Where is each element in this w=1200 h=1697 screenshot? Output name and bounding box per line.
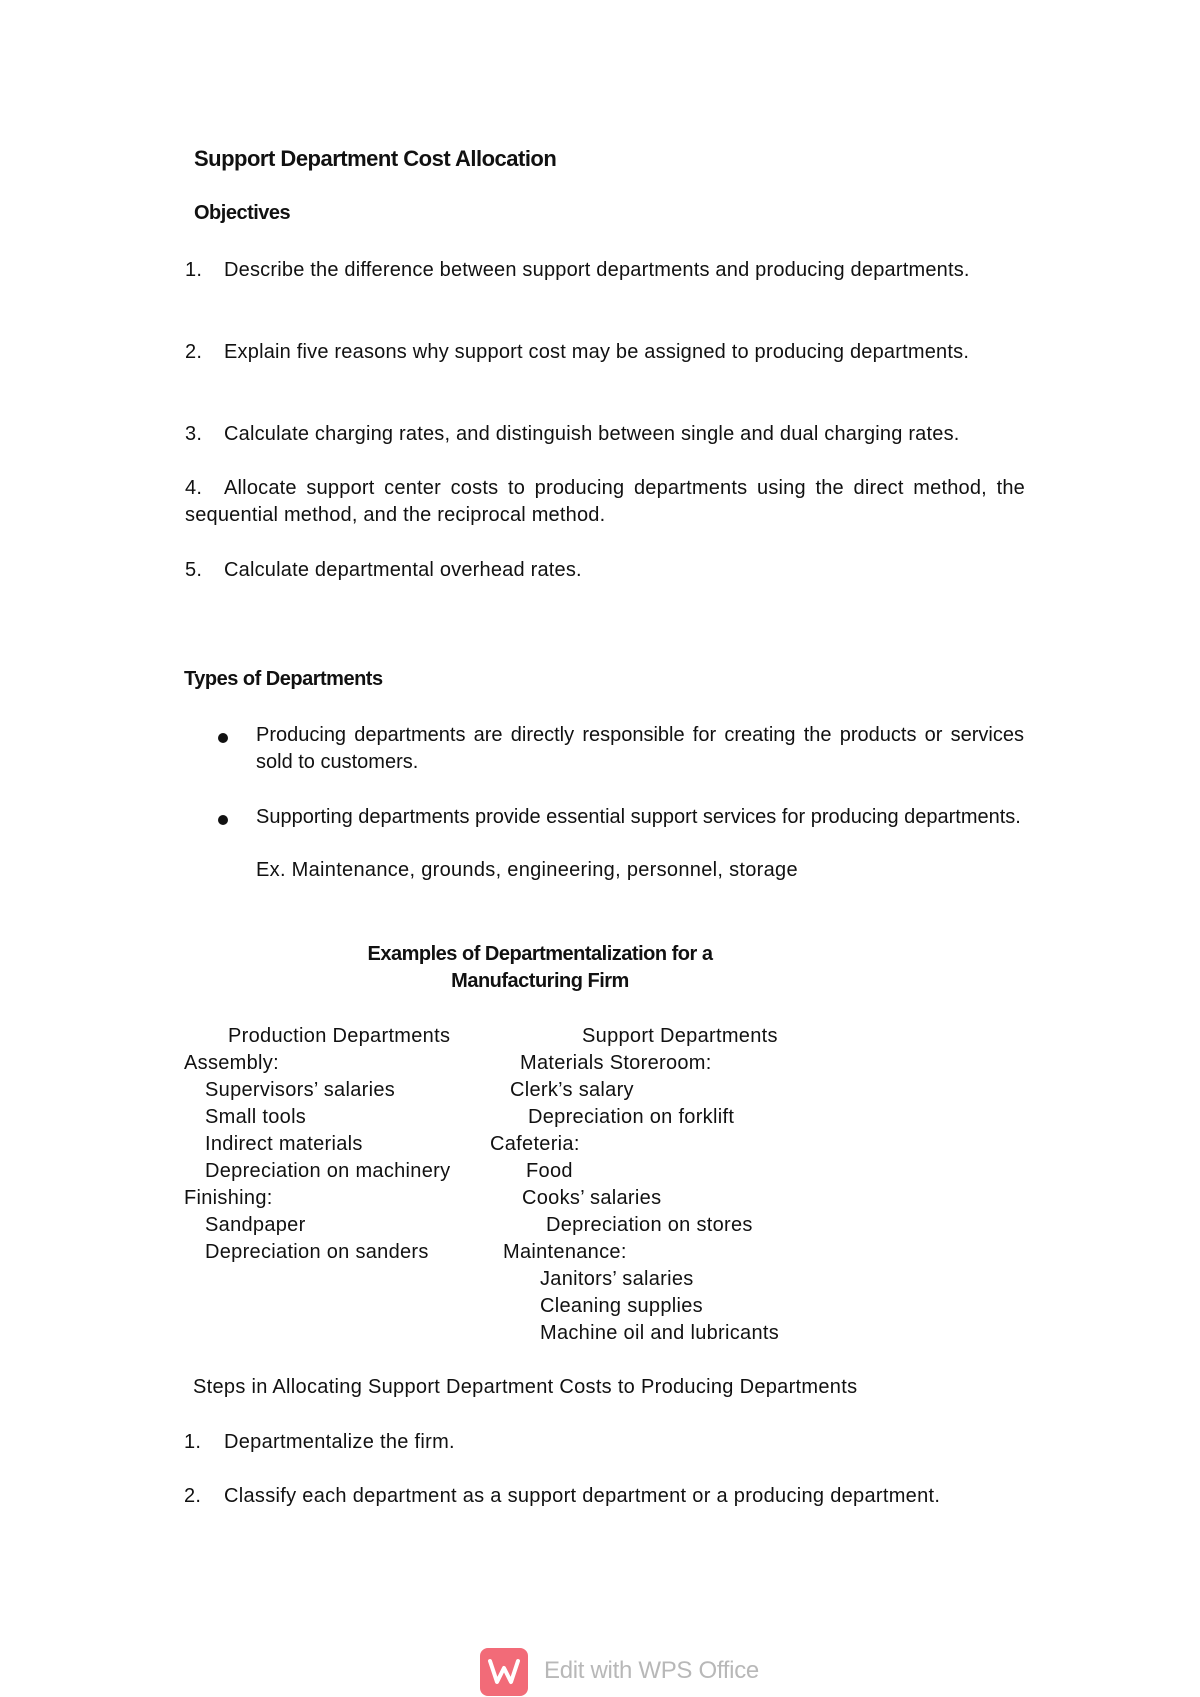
production-line: Supervisors’ salaries xyxy=(205,1079,396,1101)
objective-text: Calculate charging rates, and distinguish between single and dual charging rates. xyxy=(224,423,960,445)
type-item-example: Ex. Maintenance, grounds, engineering, personnel, storage xyxy=(256,859,798,881)
production-line: Finishing: xyxy=(184,1187,273,1209)
step-text: Departmentalize the firm. xyxy=(224,1431,455,1453)
objective-text: Explain five reasons why support cost may be assigned to producing departments. xyxy=(224,341,970,363)
objective-item xyxy=(185,339,1025,366)
objective-text: Allocate support center costs to producing departments using the direct method, the sequential method, and the reciprocal method. xyxy=(185,477,1025,526)
type-item-text: Producing departments are directly responsible for creating the products or services sold to customers. xyxy=(256,724,1024,773)
objective-number: 2. xyxy=(185,341,203,363)
support-line: Cleaning supplies xyxy=(540,1295,703,1317)
step-number: 2. xyxy=(184,1485,202,1507)
step-number: 1. xyxy=(184,1431,202,1453)
support-line: Food xyxy=(526,1160,573,1182)
production-line: Small tools xyxy=(205,1106,307,1128)
support-line: Janitors’ salaries xyxy=(540,1268,694,1290)
wps-edit-link[interactable]: Edit with WPS Office xyxy=(544,1657,759,1684)
types-heading: Types of Departments xyxy=(184,668,383,690)
support-line: Maintenance: xyxy=(503,1241,627,1263)
examples-heading-line-2: Manufacturing Firm xyxy=(451,970,629,992)
production-line: Indirect materials xyxy=(205,1133,363,1155)
objective-item xyxy=(185,475,1025,529)
bullet-icon xyxy=(218,733,228,743)
production-line: Depreciation on machinery xyxy=(205,1160,451,1182)
objectives-heading: Objectives xyxy=(194,202,291,224)
step-text: Classify each department as a support department or a producing department. xyxy=(224,1485,941,1507)
objective-text: Calculate departmental overhead rates. xyxy=(224,559,582,581)
support-line: Machine oil and lubricants xyxy=(540,1322,780,1344)
support-line: Depreciation on forklift xyxy=(528,1106,735,1128)
support-departments-header: Support Departments xyxy=(582,1025,778,1047)
objective-number: 5. xyxy=(185,559,203,581)
examples-heading-line-1: Examples of Departmentalization for a xyxy=(367,943,713,965)
production-departments-header: Production Departments xyxy=(228,1025,451,1047)
production-line: Assembly: xyxy=(184,1052,279,1074)
steps-heading: Steps in Allocating Support Department Costs to Producing Departments xyxy=(193,1376,858,1398)
objective-number: 1. xyxy=(185,259,203,281)
objective-item xyxy=(185,257,1025,284)
production-line: Depreciation on sanders xyxy=(205,1241,429,1263)
support-line: Clerk’s salary xyxy=(510,1079,634,1101)
objective-item xyxy=(185,421,1025,448)
wps-logo-icon[interactable] xyxy=(480,1648,528,1696)
production-line: Sandpaper xyxy=(205,1214,306,1236)
document-title: Support Department Cost Allocation xyxy=(194,146,557,171)
type-item-text: Supporting departments provide essential support services for producing departments. xyxy=(256,806,1021,828)
objective-number: 4. xyxy=(185,477,203,499)
support-line: Depreciation on stores xyxy=(546,1214,753,1236)
bullet-icon xyxy=(218,815,228,825)
support-line: Materials Storeroom: xyxy=(520,1052,712,1074)
support-line: Cafeteria: xyxy=(490,1133,580,1155)
objective-item xyxy=(185,557,1025,584)
objective-text: Describe the difference between support departments and producing departments. xyxy=(224,259,970,281)
support-line: Cooks’ salaries xyxy=(522,1187,662,1209)
objective-number: 3. xyxy=(185,423,203,445)
